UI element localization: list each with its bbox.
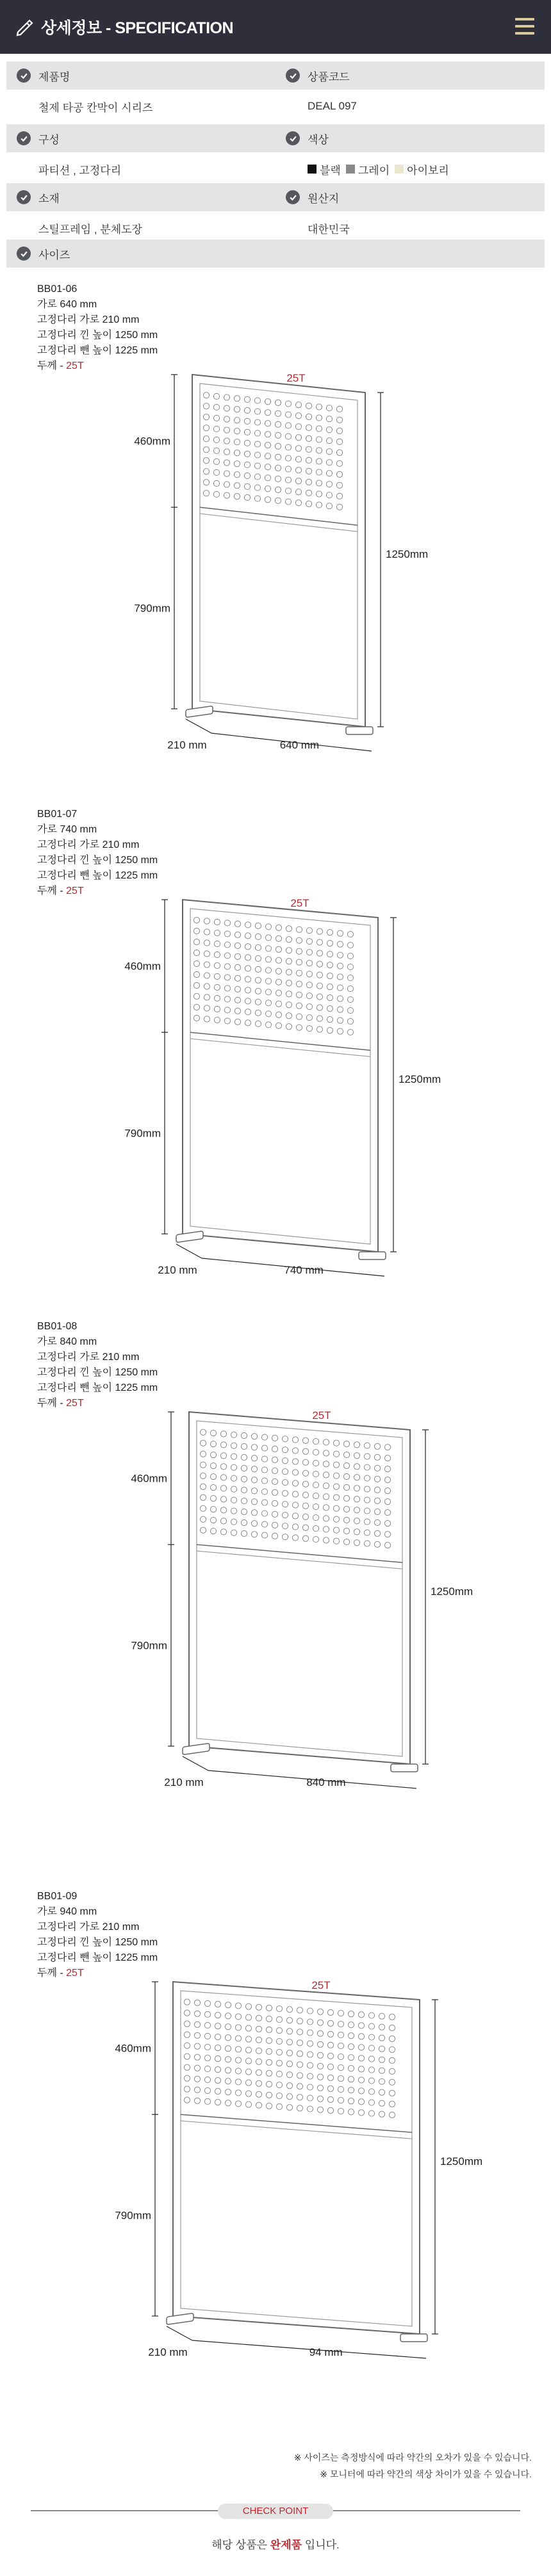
panel-inner-frame: [197, 1421, 402, 1756]
model-height-without-leg: 고정다리 뺀 높이 1225 mm: [37, 1382, 158, 1393]
page-title: 상세정보 - SPECIFICATION: [41, 19, 234, 37]
model-code: BB01-09: [37, 1891, 78, 1902]
dim-height-label: 1250mm: [386, 548, 429, 560]
dim-width-label: 94 mm: [309, 2346, 343, 2358]
partition-drawing-3: [131, 1399, 474, 1835]
label-product-code: 상품코드: [308, 70, 350, 83]
check-icon: [17, 190, 31, 204]
model-thickness: [37, 359, 158, 374]
spec-header-row-3: [6, 183, 545, 211]
dim-height-label: 1250mm: [440, 2155, 483, 2167]
label-color: 색상: [308, 133, 329, 146]
thickness-label: 두께 -: [37, 1398, 67, 1409]
product-spec-1: [37, 282, 158, 374]
model-leg-width: 고정다리 가로 210 mm: [37, 314, 140, 325]
partition-drawing-4: [115, 1969, 484, 2404]
label-size: 사이즈: [38, 248, 70, 261]
model-height-without-leg: 고정다리 뺀 높이 1225 mm: [37, 1952, 158, 1963]
value-material: 스틸프레임 , 분체도장: [38, 223, 142, 236]
dim-leg-label: 210 mm: [148, 2346, 188, 2358]
dim-width-label: 740 mm: [284, 1264, 324, 1276]
thickness-value: 25T: [66, 1398, 84, 1409]
model-height-with-leg: 고정다리 낀 높이 1250 mm: [37, 855, 158, 866]
panel-frame: [189, 1412, 410, 1764]
color-label-ivory: 아이보리: [407, 164, 449, 177]
check-icon: [17, 69, 31, 83]
spec-value-row-1: [6, 90, 545, 123]
dim-height-label: 1250mm: [431, 1585, 473, 1598]
panel-inner-frame: [190, 909, 370, 1244]
color-swatch-ivory: [395, 165, 404, 174]
final-highlight: 완제품: [270, 2539, 302, 2551]
thickness-value: 25T: [66, 360, 84, 371]
spec-value-row-2: [6, 152, 545, 186]
notes: [294, 2449, 532, 2483]
dim-width-label: 840 mm: [306, 1776, 346, 1788]
panel-inner-frame: [200, 384, 358, 719]
perforation-holes: [200, 1429, 390, 1548]
thickness-label: 두께 -: [37, 1968, 67, 1979]
model-height-without-leg: 고정다리 뺀 높이 1225 mm: [37, 345, 158, 356]
product-spec-2: [37, 807, 158, 899]
final-prefix: 해당 상품은: [211, 2539, 270, 2551]
perforation-holes: [203, 393, 342, 510]
model-thickness: [37, 884, 158, 899]
label-material: 소재: [38, 192, 60, 205]
check-point-badge: CHECK POINT: [218, 2504, 333, 2519]
model-width: 가로 940 mm: [37, 1906, 97, 1917]
dimension-lines: [168, 1412, 429, 1788]
check-icon: [286, 131, 300, 145]
model-code: BB01-06: [37, 284, 78, 295]
spec-header-row-2: [6, 124, 545, 152]
dim-bottom-label: 790mm: [131, 1639, 167, 1652]
dim-bottom-label: 790mm: [115, 2209, 151, 2222]
color-list: [276, 152, 545, 186]
value-origin: 대한민국: [308, 223, 350, 236]
model-height-without-leg: 고정다리 뺀 높이 1225 mm: [37, 870, 158, 881]
dimension-lines: [171, 375, 384, 751]
dim-bottom-label: 790mm: [124, 1127, 161, 1140]
dim-thickness-label: 25T: [290, 896, 309, 909]
dim-top-label: 460mm: [115, 2042, 151, 2055]
partition-drawing-2: [124, 887, 442, 1322]
model-width: 가로 740 mm: [37, 824, 97, 835]
dimension-lines: [161, 900, 397, 1276]
panel-frame: [183, 900, 378, 1252]
menu-icon[interactable]: [515, 18, 534, 35]
model-height-with-leg: 고정다리 낀 높이 1250 mm: [37, 330, 158, 341]
dim-thickness-label: 25T: [286, 371, 306, 384]
dim-top-label: 460mm: [134, 435, 170, 448]
color-label-black: 블랙: [320, 164, 341, 177]
label-product-name: 제품명: [38, 70, 70, 83]
model-width: 가로 640 mm: [37, 299, 97, 310]
color-swatch-black: [308, 165, 317, 174]
model-leg-width: 고정다리 가로 210 mm: [37, 1352, 140, 1363]
note-color: ※ 모니터에 따라 약간의 색상 차이가 있을 수 있습니다.: [320, 2469, 532, 2479]
color-label-gray: 그레이: [358, 164, 390, 177]
dim-leg-label: 210 mm: [158, 1264, 197, 1276]
model-leg-width: 고정다리 가로 210 mm: [37, 1922, 140, 1932]
model-code: BB01-08: [37, 1321, 78, 1332]
value-product-code: DEAL 097: [308, 100, 357, 112]
thickness-label: 두께 -: [37, 886, 67, 896]
color-swatch-gray: [346, 165, 355, 174]
panel-inner-frame: [181, 1991, 412, 2326]
label-origin: 원산지: [308, 192, 340, 205]
dim-leg-label: 210 mm: [167, 739, 207, 751]
spec-header-row-1: [6, 61, 545, 90]
final-note: [0, 2536, 551, 2552]
dim-thickness-label: 25T: [311, 1979, 331, 1991]
dim-height-label: 1250mm: [399, 1073, 441, 1085]
top-bar: [0, 0, 551, 54]
model-thickness: [37, 1396, 158, 1411]
model-height-with-leg: 고정다리 낀 높이 1250 mm: [37, 1367, 158, 1378]
check-icon: [286, 69, 300, 83]
thickness-value: 25T: [66, 1968, 84, 1979]
product-spec-4: [37, 1889, 158, 1981]
spec-header-row-size: [6, 239, 545, 268]
dim-width-label: 640 mm: [279, 739, 320, 751]
dim-leg-label: 210 mm: [164, 1776, 204, 1788]
perforation-holes: [184, 1999, 395, 2118]
dim-thickness-label: 25T: [312, 1409, 331, 1422]
check-icon: [17, 131, 31, 145]
value-composition: 파티션 , 고정다리: [38, 164, 122, 177]
dim-top-label: 460mm: [124, 960, 161, 973]
label-composition: 구성: [38, 133, 60, 146]
thickness-label: 두께 -: [37, 360, 67, 371]
partition-drawing-1: [134, 362, 429, 797]
model-leg-width: 고정다리 가로 210 mm: [37, 839, 140, 850]
check-icon: [17, 247, 31, 261]
thickness-value: 25T: [66, 886, 84, 896]
perforation-holes: [193, 917, 353, 1035]
product-spec-3: [37, 1319, 158, 1411]
check-icon: [286, 190, 300, 204]
model-code: BB01-07: [37, 809, 78, 820]
final-suffix: 입니다.: [302, 2539, 340, 2551]
pencil-icon: [14, 17, 35, 37]
model-height-with-leg: 고정다리 낀 높이 1250 mm: [37, 1937, 158, 1948]
dim-bottom-label: 790mm: [134, 602, 170, 615]
note-size: ※ 사이즈는 측정방식에 따라 약간의 오차가 있을 수 있습니다.: [293, 2452, 532, 2463]
model-width: 가로 840 mm: [37, 1336, 97, 1347]
value-product-name: 철제 타공 칸막이 시리즈: [38, 101, 153, 114]
dim-top-label: 460mm: [131, 1472, 167, 1485]
